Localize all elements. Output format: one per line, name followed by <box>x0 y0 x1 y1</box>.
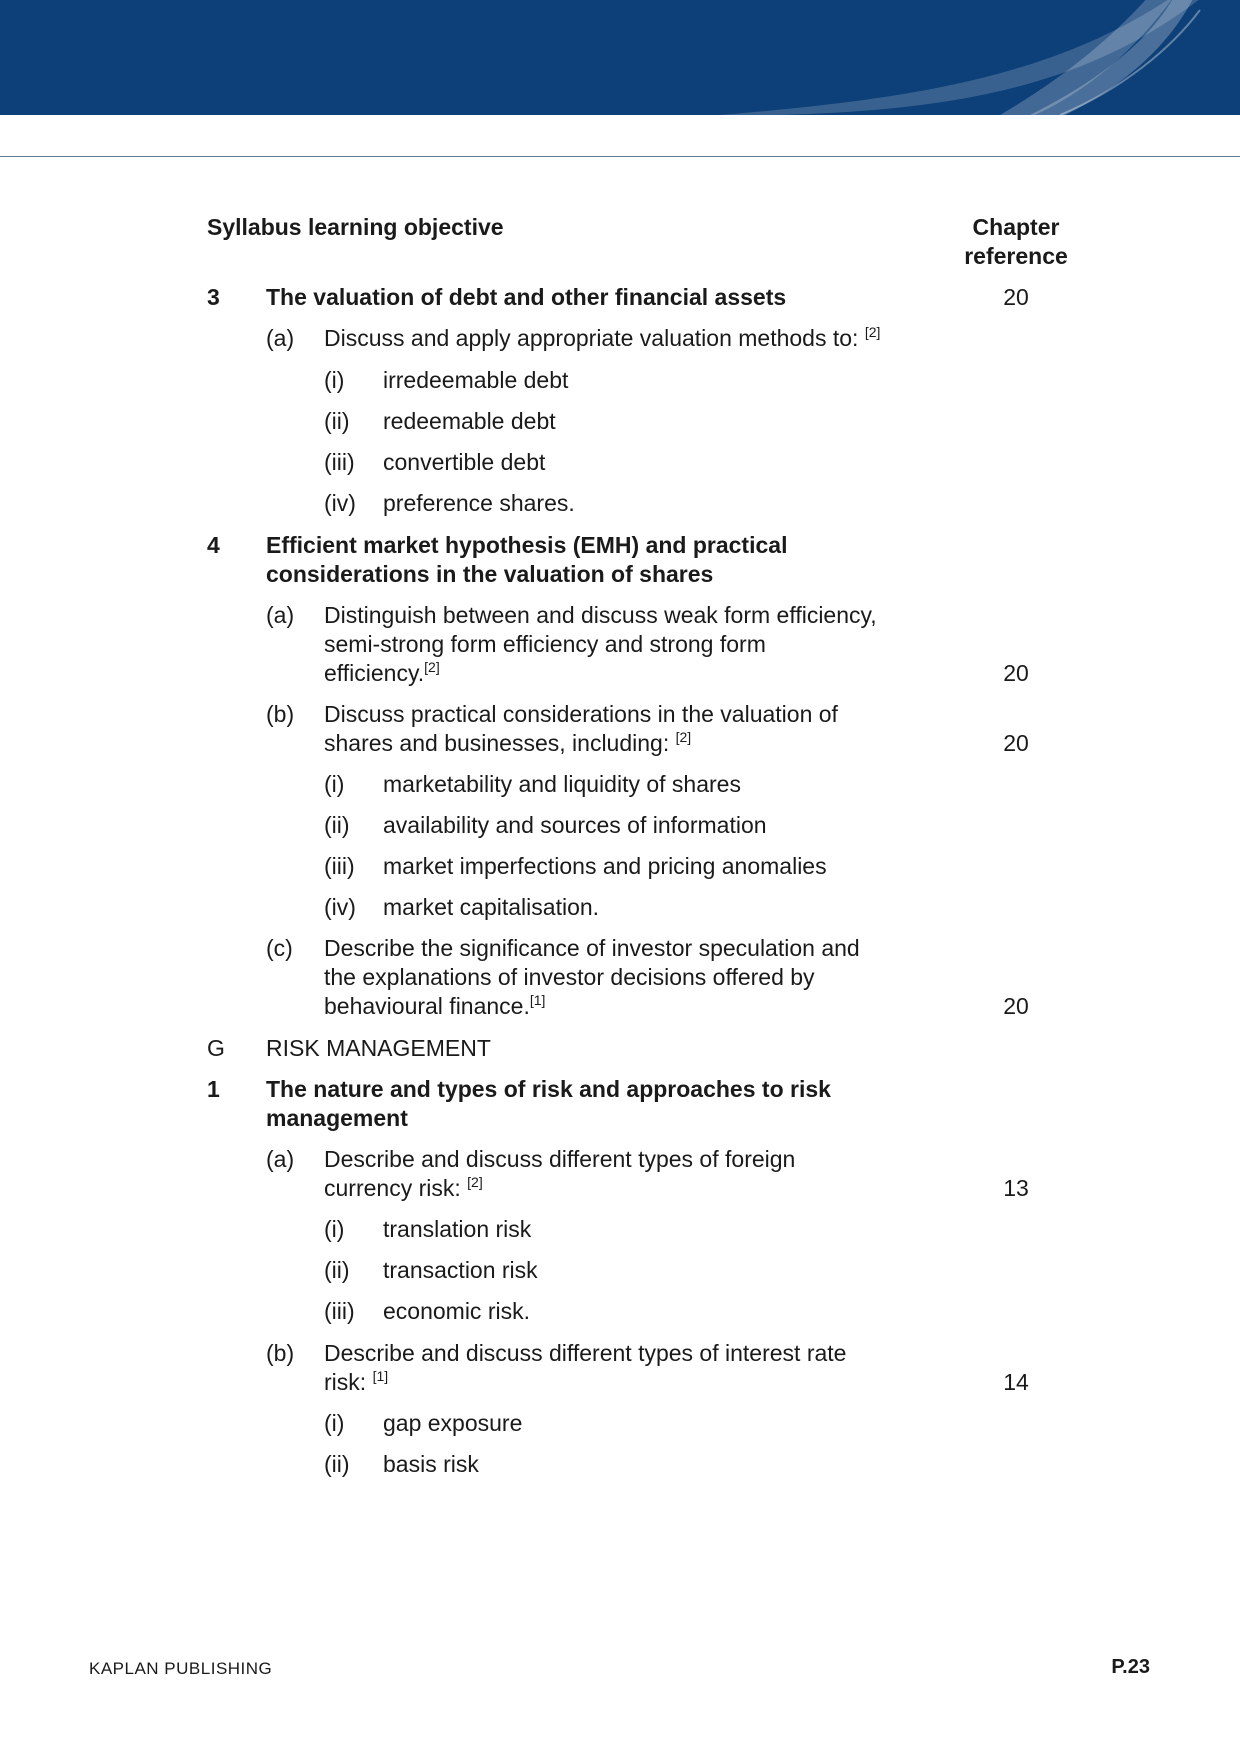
subitem-text: preference shares. <box>383 490 575 516</box>
section-title-line: Efficient market hypothesis (EMH) and practical <box>266 532 788 558</box>
subitem-label: (ii) <box>324 408 350 434</box>
page-number: P.23 <box>1111 1656 1150 1678</box>
objective-text-line: the explanations of investor decisions offered by <box>324 964 815 990</box>
item-label: (b) <box>266 1340 295 1366</box>
objective-text-line: Describe and discuss different types of foreign <box>324 1146 796 1172</box>
subitem-text: translation risk <box>383 1216 532 1242</box>
subitem-label: (i) <box>324 1216 345 1242</box>
objective-text-line: semi-strong form efficiency and strong form <box>324 631 766 657</box>
item-label: (a) <box>266 1146 295 1172</box>
objective-text-line: Discuss practical considerations in the valuation of <box>324 701 838 727</box>
banner-swoosh-graphic <box>0 0 1240 115</box>
objective-text-line: Describe and discuss different types of interest rate <box>324 1340 847 1366</box>
part-letter: G <box>207 1035 225 1061</box>
item-label: (b) <box>266 701 295 727</box>
subitem-text: irredeemable debt <box>383 367 569 393</box>
subitem-label: (iv) <box>324 894 356 920</box>
chapter-reference: 20 <box>1003 660 1029 686</box>
subitem-label: (i) <box>324 367 345 393</box>
level-marker: [1] <box>529 992 546 1008</box>
subitem-text: convertible debt <box>383 449 546 475</box>
subitem-label: (iv) <box>324 490 356 516</box>
level-marker: [1] <box>372 1368 389 1384</box>
subitem-text: marketability and liquidity of shares <box>383 771 741 797</box>
chapter-reference: 13 <box>1003 1175 1029 1201</box>
subitem-label: (i) <box>324 771 345 797</box>
subitem-text: gap exposure <box>383 1410 523 1436</box>
section-number: 4 <box>207 532 220 558</box>
objective-text-line: Describe the significance of investor speculation and <box>324 935 860 961</box>
column-header-objective: Syllabus learning objective <box>207 214 504 240</box>
subitem-text: redeemable debt <box>383 408 556 434</box>
objective-text-line: efficiency.[2] <box>324 659 440 686</box>
footer-publisher: KAPLAN PUBLISHING <box>89 1659 273 1678</box>
objective-text-line: behavioural finance.[1] <box>324 992 546 1019</box>
part-title: RISK MANAGEMENT <box>266 1035 491 1061</box>
subitem-text: transaction risk <box>383 1257 538 1283</box>
chapter-reference: 14 <box>1003 1369 1029 1395</box>
item-label: (a) <box>266 325 295 351</box>
subitem-label: (ii) <box>324 1257 350 1283</box>
item-label: (a) <box>266 602 295 628</box>
subitem-text: economic risk. <box>383 1298 530 1324</box>
section-title-line: management <box>266 1105 408 1131</box>
subitem-text: market imperfections and pricing anomalies <box>383 853 827 879</box>
subitem-label: (iii) <box>324 449 355 475</box>
section-title: The valuation of debt and other financial assets <box>266 284 787 310</box>
item-label: (c) <box>266 935 293 961</box>
objective-text-line: risk: [1] <box>324 1368 389 1395</box>
subitem-label: (iii) <box>324 1298 355 1324</box>
subitem-text: market capitalisation. <box>383 894 600 920</box>
subitem-label: (ii) <box>324 1451 350 1477</box>
section-number: 1 <box>207 1076 220 1102</box>
subitem-label: (i) <box>324 1410 345 1436</box>
subitem-text: availability and sources of information <box>383 812 767 838</box>
section-title-line: The nature and types of risk and approaches to risk <box>266 1076 831 1102</box>
subitem-label: (ii) <box>324 812 350 838</box>
chapter-reference: 20 <box>1003 730 1029 756</box>
objective-text-line: currency risk: [2] <box>324 1174 483 1201</box>
chapter-reference: 20 <box>1003 284 1029 310</box>
objective-text-line: Distinguish between and discuss weak form efficiency, <box>324 602 877 628</box>
section-title-line: considerations in the valuation of shares <box>266 561 714 587</box>
subitem-label: (iii) <box>324 853 355 879</box>
header-divider <box>0 156 1240 157</box>
level-marker: [2] <box>864 324 881 340</box>
level-marker: [2] <box>675 729 692 745</box>
section-number: 3 <box>207 284 220 310</box>
objective-text: Discuss and apply appropriate valuation methods to: [2] <box>324 324 881 351</box>
level-marker: [2] <box>424 659 440 675</box>
header-banner <box>0 0 1240 115</box>
objective-text-line: shares and businesses, including: [2] <box>324 729 692 756</box>
chapter-reference: 20 <box>1003 993 1029 1019</box>
column-header-chapter-reference: Chapter reference <box>964 214 1068 269</box>
level-marker: [2] <box>467 1174 483 1190</box>
subitem-text: basis risk <box>383 1451 479 1477</box>
